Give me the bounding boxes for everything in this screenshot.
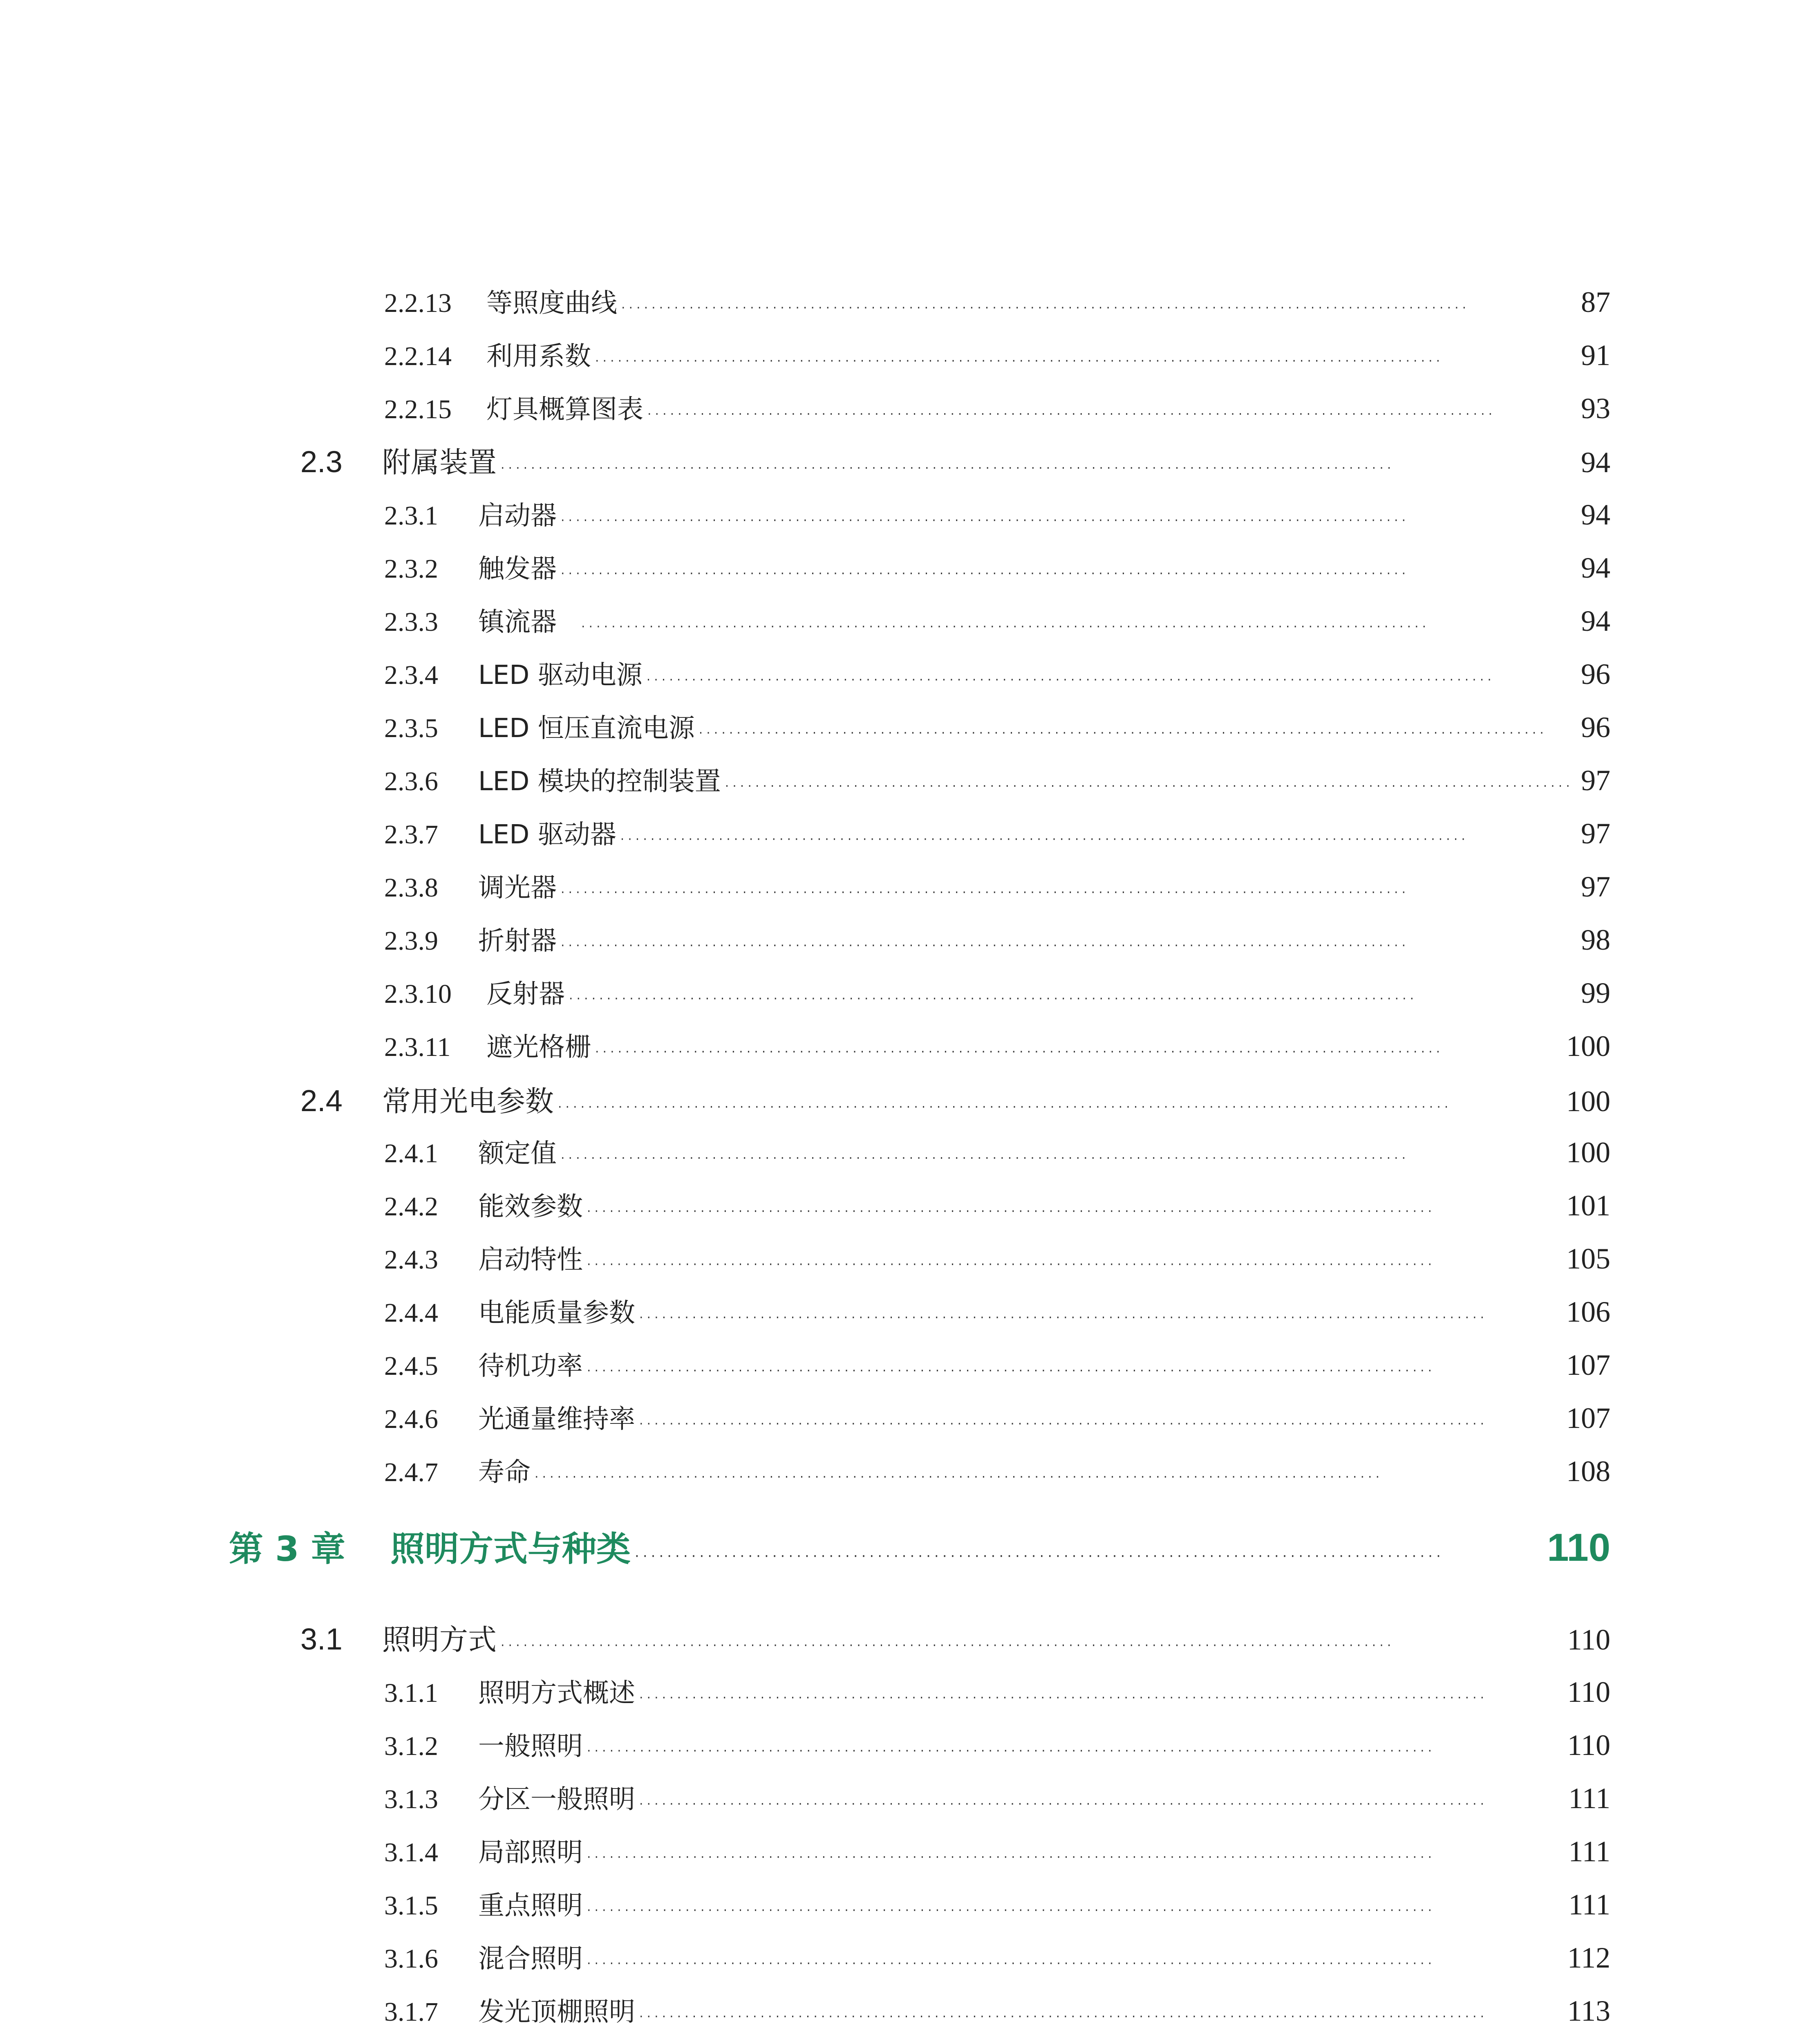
entry-title: 等照度曲线 <box>486 288 617 318</box>
toc-entry[interactable] <box>384 495 1610 536</box>
toc-entry[interactable] <box>384 1938 1610 1979</box>
dot-leader: ················································································································ <box>647 407 1496 421</box>
entry-title: 反射器 <box>486 979 565 1009</box>
toc-entry[interactable] <box>384 335 1610 376</box>
entry-number: 2.3.1 <box>384 501 438 531</box>
toc-entry[interactable] <box>384 282 1610 323</box>
section-page: 110 <box>1567 1623 1610 1656</box>
section-title: 常用光电参数 <box>382 1085 554 1118</box>
dot-leader: ················································································································ <box>725 779 1574 793</box>
entry-number: 2.4.5 <box>384 1351 438 1381</box>
dot-leader: ················································································································ <box>587 1903 1436 1918</box>
toc-chapter[interactable] <box>229 1522 1610 1579</box>
entry-page: 106 <box>1566 1295 1610 1328</box>
entry-page: 97 <box>1581 817 1610 850</box>
toc-entry[interactable] <box>384 867 1610 908</box>
chapter-page: 110 <box>1547 1526 1610 1569</box>
entry-page: 97 <box>1581 764 1610 797</box>
entry-title: 触发器 <box>478 554 557 584</box>
entry-title: 混合照明 <box>478 1944 583 1974</box>
dot-leader: ················································································································ <box>639 1311 1488 1325</box>
entry-title: 电能质量参数 <box>478 1298 635 1328</box>
dot-leader: ················································································································ <box>639 1797 1488 1811</box>
entry-page: 101 <box>1566 1189 1610 1222</box>
section-number: 2.4 <box>300 1084 343 1118</box>
dot-leader: ················································································································ <box>620 832 1469 847</box>
entry-title: 一般照明 <box>478 1731 583 1762</box>
entry-number: 2.4.6 <box>384 1404 438 1434</box>
toc-entry[interactable] <box>384 1778 1610 1819</box>
toc-entry[interactable] <box>384 814 1610 854</box>
section-number: 3.1 <box>300 1622 343 1656</box>
entry-page: 105 <box>1566 1242 1610 1275</box>
toc-entry[interactable] <box>384 601 1610 642</box>
entry-page: 96 <box>1581 658 1610 690</box>
entry-title: 遮光格栅 <box>486 1032 591 1062</box>
dot-leader: ················································································································ <box>587 1364 1436 1378</box>
entry-number: 3.1.1 <box>384 1678 438 1708</box>
entry-page: 91 <box>1581 339 1610 372</box>
entry-number: 2.4.2 <box>384 1192 438 1221</box>
entry-page: 112 <box>1567 1941 1610 1974</box>
toc-entry[interactable] <box>384 388 1610 429</box>
dot-leader: ················································································································ <box>646 673 1495 687</box>
entry-number: 3.1.6 <box>384 1944 438 1974</box>
toc-entry[interactable] <box>384 1026 1610 1067</box>
entry-number: 2.2.14 <box>384 341 452 371</box>
entry-page: 110 <box>1567 1676 1610 1708</box>
entry-number: 2.2.13 <box>384 288 452 318</box>
entry-number: 2.4.4 <box>384 1298 438 1328</box>
entry-title: 灯具概算图表 <box>486 394 643 425</box>
entry-title: 额定值 <box>478 1139 557 1169</box>
entry-title: 寿命 <box>478 1457 531 1488</box>
entry-page: 94 <box>1581 498 1610 531</box>
entry-page: 100 <box>1566 1030 1610 1062</box>
entry-number: 2.3.10 <box>384 979 452 1009</box>
entry-title: 待机功率 <box>478 1351 583 1381</box>
entry-title: 光通量维持率 <box>478 1404 635 1434</box>
dot-leader: ················································································································ <box>595 1045 1444 1059</box>
entry-page: 111 <box>1568 1888 1610 1921</box>
toc-entry[interactable] <box>384 1451 1610 1492</box>
entry-page: 98 <box>1581 923 1610 956</box>
toc-entry[interactable] <box>384 707 1610 748</box>
entry-title: 折射器 <box>478 926 557 956</box>
dot-leader: ················································································································ <box>595 354 1444 368</box>
entry-page: 99 <box>1581 977 1610 1009</box>
entry-number: 3.1.2 <box>384 1731 438 1761</box>
toc-entry[interactable] <box>384 1831 1610 1872</box>
entry-title: LED 驱动器 <box>478 820 616 850</box>
toc-entry[interactable] <box>384 760 1610 801</box>
entry-page: 111 <box>1568 1782 1610 1815</box>
dot-leader: ······················································································································ <box>501 1638 1395 1653</box>
entry-number: 2.3.4 <box>384 660 438 690</box>
entry-number: 2.4.1 <box>384 1139 438 1168</box>
entry-page: 100 <box>1566 1136 1610 1169</box>
entry-title: 启动器 <box>478 501 557 531</box>
dot-leader: ················································································································ <box>587 1957 1436 1971</box>
entry-number: 2.3.6 <box>384 766 438 796</box>
dot-leader: ················································································································ <box>699 726 1547 740</box>
dot-leader: ······················································································································ <box>558 1100 1452 1114</box>
entry-page: 93 <box>1581 392 1610 425</box>
toc-entry[interactable] <box>384 1292 1610 1333</box>
section-number: 2.3 <box>300 445 343 479</box>
entry-number: 2.2.15 <box>384 394 452 424</box>
toc-entry[interactable] <box>384 1991 1610 2032</box>
dot-leader: ················································································································ <box>561 567 1410 581</box>
entry-page: 94 <box>1581 605 1610 637</box>
entry-page: 107 <box>1566 1349 1610 1381</box>
toc-entry[interactable] <box>384 548 1610 589</box>
dot-leader: ················································································································ <box>561 513 1410 528</box>
entry-number: 2.3.8 <box>384 873 438 903</box>
entry-page: 108 <box>1566 1455 1610 1488</box>
entry-title: LED 恒压直流电源 <box>478 713 695 744</box>
toc-entry[interactable] <box>384 920 1610 961</box>
entry-number: 2.3.11 <box>384 1032 451 1062</box>
dot-leader: ················································································································ <box>535 1470 1384 1484</box>
toc-entry[interactable] <box>384 1186 1610 1226</box>
dot-leader: ················································································································ <box>587 1850 1436 1865</box>
entry-page: 87 <box>1581 286 1610 318</box>
toc-entry[interactable] <box>384 1885 1610 1925</box>
dot-leader: ···································································································· <box>635 1548 1444 1564</box>
entry-page: 107 <box>1566 1402 1610 1434</box>
toc-section[interactable] <box>300 1078 1610 1123</box>
entry-page: 110 <box>1567 1729 1610 1762</box>
entry-title: 分区一般照明 <box>478 1784 635 1815</box>
entry-number: 3.1.3 <box>384 1784 438 1814</box>
entry-title: LED 模块的控制装置 <box>478 766 721 797</box>
entry-title: 重点照明 <box>478 1891 583 1921</box>
entry-number: 2.3.5 <box>384 713 438 743</box>
dot-leader: ················································································································ <box>587 1204 1436 1219</box>
entry-title: 能效参数 <box>478 1192 583 1222</box>
entry-page: 113 <box>1567 1995 1610 2027</box>
section-page: 94 <box>1581 446 1610 479</box>
toc-entry[interactable] <box>384 1132 1610 1173</box>
chapter-number: 第 3 章 <box>229 1529 345 1569</box>
entry-title: 局部照明 <box>478 1838 583 1868</box>
toc-section[interactable] <box>300 439 1610 484</box>
entry-title: 照明方式概述 <box>478 1678 635 1708</box>
entry-number: 2.4.3 <box>384 1245 438 1275</box>
entry-title: 镇流器 <box>478 607 557 637</box>
entry-page: 111 <box>1568 1835 1610 1868</box>
entry-page: 94 <box>1581 551 1610 584</box>
dot-leader: ················································································································ <box>569 992 1418 1006</box>
toc-section[interactable] <box>300 1617 1610 1662</box>
dot-leader: ················································································································ <box>561 1151 1410 1165</box>
entry-title: 启动特性 <box>478 1245 583 1275</box>
section-title: 附属装置 <box>382 446 497 479</box>
dot-leader: ················································································································ <box>639 1691 1488 1705</box>
toc-entry[interactable] <box>384 654 1610 695</box>
dot-leader: ················································································································ <box>639 2010 1488 2024</box>
dot-leader: ················································································································ <box>639 1417 1488 1431</box>
entry-title: LED 驱动电源 <box>478 660 643 690</box>
section-title: 照明方式 <box>382 1623 497 1656</box>
dot-leader: ················································································································ <box>587 1257 1436 1272</box>
entry-number: 2.3.9 <box>384 926 438 956</box>
entry-number: 2.3.3 <box>384 607 438 637</box>
toc-entry[interactable] <box>384 1725 1610 1766</box>
toc-entry[interactable] <box>384 1239 1610 1280</box>
dot-leader: ················································································································ <box>621 301 1470 315</box>
dot-leader: ················································································································ <box>581 620 1430 634</box>
toc-entry[interactable] <box>384 1398 1610 1439</box>
entry-number: 3.1.7 <box>384 1997 438 2027</box>
entry-title: 发光顶棚照明 <box>478 1997 635 2027</box>
entry-number: 3.1.5 <box>384 1891 438 1921</box>
dot-leader: ················································································································ <box>587 1744 1436 1758</box>
entry-number: 2.3.2 <box>384 554 438 584</box>
dot-leader: ······················································································································ <box>501 461 1395 475</box>
toc-entry[interactable] <box>384 973 1610 1014</box>
entry-number: 3.1.4 <box>384 1838 438 1867</box>
dot-leader: ················································································································ <box>561 939 1410 953</box>
entry-title: 调光器 <box>478 873 557 903</box>
section-page: 100 <box>1566 1085 1610 1118</box>
toc-entry[interactable] <box>384 1345 1610 1386</box>
toc-entry[interactable] <box>384 1672 1610 1713</box>
chapter-title: 照明方式与种类 <box>390 1529 631 1569</box>
entry-title: 利用系数 <box>486 341 591 372</box>
entry-page: 96 <box>1581 711 1610 744</box>
dot-leader: ················································································································ <box>561 885 1410 900</box>
entry-number: 2.3.7 <box>384 820 438 849</box>
entry-page: 97 <box>1581 870 1610 903</box>
entry-number: 2.4.7 <box>384 1457 438 1487</box>
